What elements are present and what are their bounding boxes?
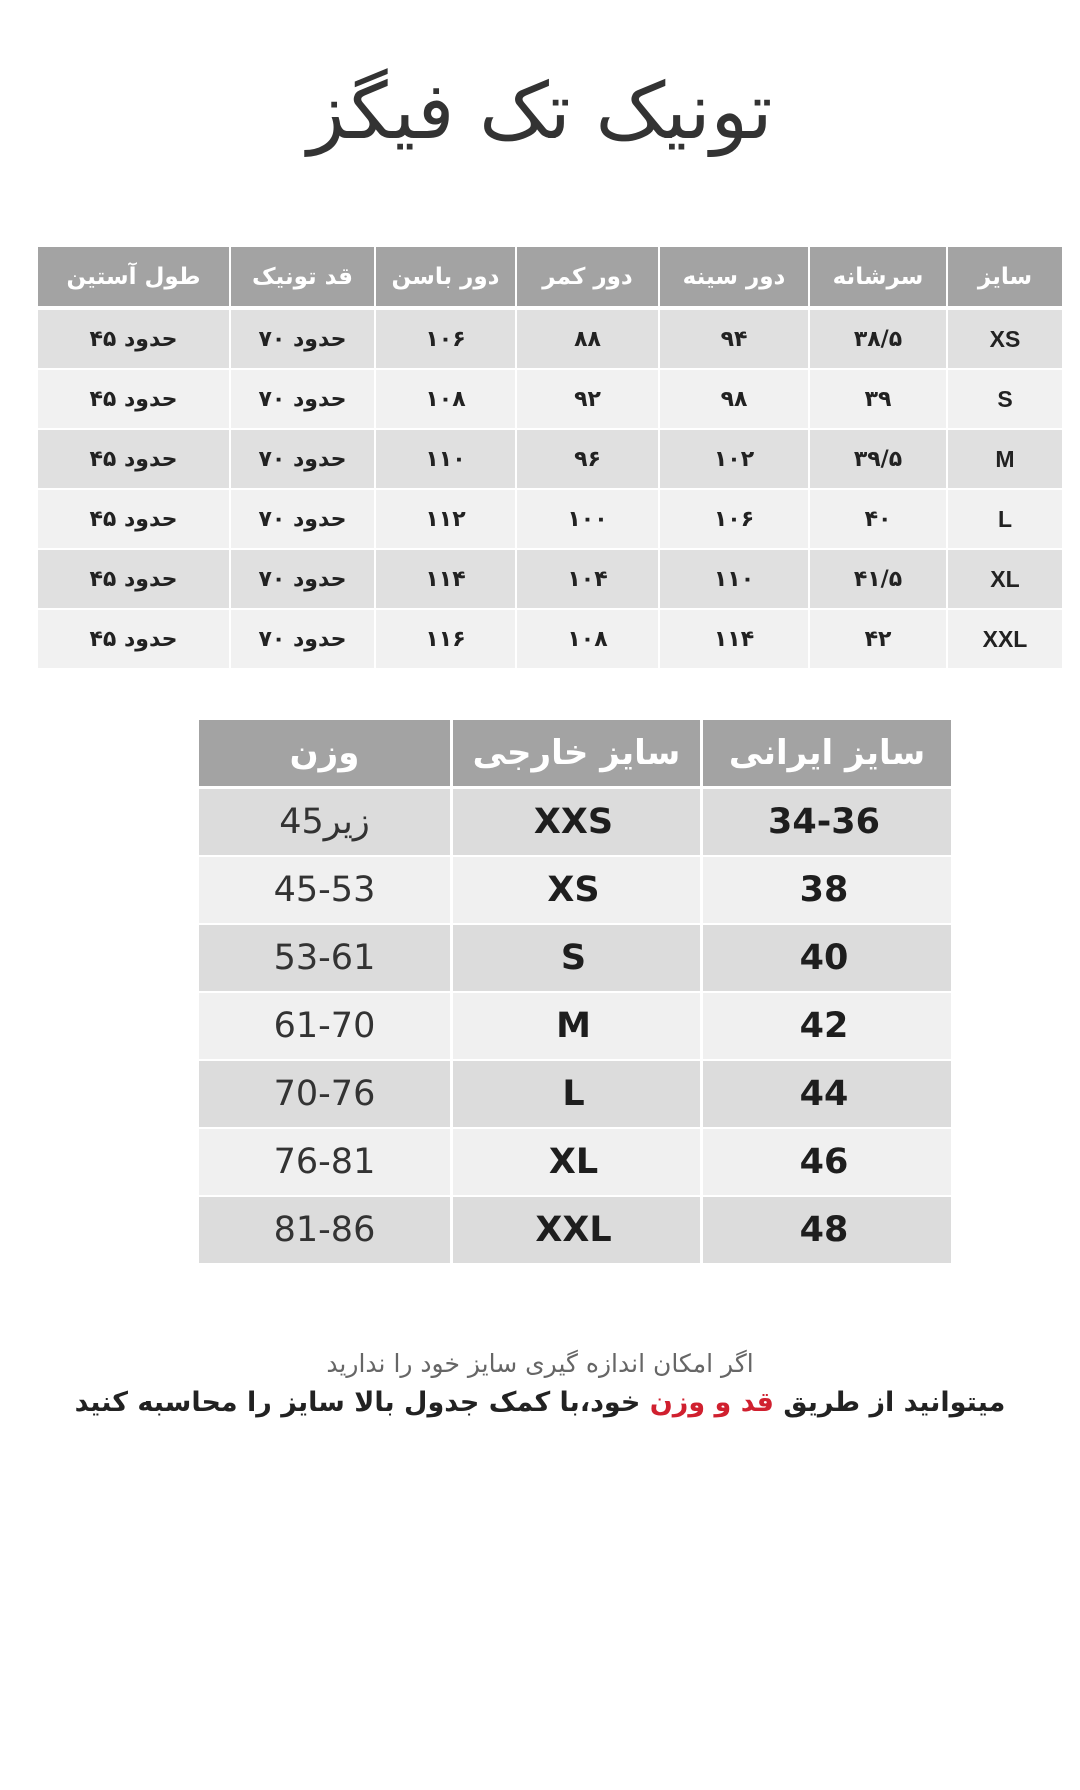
cell-waist: ۱۰۰ <box>515 490 658 550</box>
cell-iranian-size: 34-36 <box>700 789 951 857</box>
header-size: سایز <box>946 247 1062 310</box>
cell-sleeve-length: حدود ۴۵ <box>38 550 229 610</box>
cell-tunic-length: حدود ۷۰ <box>229 550 374 610</box>
cell-shoulder: ۴۲ <box>808 610 946 670</box>
header-sleeve-length: طول آستین <box>38 247 229 310</box>
table-row <box>199 1061 951 1129</box>
conversion-header-row <box>199 720 951 789</box>
header-iranian-size: سایز ایرانی <box>700 720 951 789</box>
cell-shoulder: ۳۸/۵ <box>808 310 946 370</box>
cell-international-size: XS <box>450 857 700 925</box>
table-row <box>38 610 1062 670</box>
cell-size: M <box>946 430 1062 490</box>
note-highlight: قد و وزن <box>649 1387 774 1418</box>
size-conversion-table <box>199 720 951 1265</box>
cell-sleeve-length: حدود ۴۵ <box>38 310 229 370</box>
cell-chest: ۹۴ <box>658 310 808 370</box>
cell-weight: 53-61 <box>199 925 450 993</box>
header-international-size: سایز خارجی <box>450 720 700 789</box>
measurement-table <box>38 247 1062 670</box>
note-text-before: میتوانید از طریق <box>773 1387 1006 1418</box>
cell-chest: ۱۱۴ <box>658 610 808 670</box>
cell-iranian-size: 44 <box>700 1061 951 1129</box>
note-line-2 <box>0 1383 1080 1423</box>
cell-size: S <box>946 370 1062 430</box>
cell-weight: 81-86 <box>199 1197 450 1265</box>
cell-iranian-size: 48 <box>700 1197 951 1265</box>
cell-sleeve-length: حدود ۴۵ <box>38 430 229 490</box>
cell-shoulder: ۳۹ <box>808 370 946 430</box>
page-title: تونیک تک فیگز <box>307 67 773 157</box>
cell-iranian-size: 40 <box>700 925 951 993</box>
cell-tunic-length: حدود ۷۰ <box>229 490 374 550</box>
table-row <box>38 430 1062 490</box>
header-weight: وزن <box>199 720 450 789</box>
cell-chest: ۱۱۰ <box>658 550 808 610</box>
cell-chest: ۱۰۲ <box>658 430 808 490</box>
header-chest: دور سینه <box>658 247 808 310</box>
table-row <box>199 1197 951 1265</box>
cell-waist: ۱۰۴ <box>515 550 658 610</box>
cell-chest: ۱۰۶ <box>658 490 808 550</box>
cell-hip: ۱۱۰ <box>374 430 515 490</box>
cell-iranian-size: 46 <box>700 1129 951 1197</box>
cell-hip: ۱۱۲ <box>374 490 515 550</box>
table-row <box>38 550 1062 610</box>
cell-international-size: S <box>450 925 700 993</box>
cell-iranian-size: 38 <box>700 857 951 925</box>
cell-sleeve-length: حدود ۴۵ <box>38 610 229 670</box>
cell-sleeve-length: حدود ۴۵ <box>38 370 229 430</box>
cell-waist: ۱۰۸ <box>515 610 658 670</box>
cell-size: XXL <box>946 610 1062 670</box>
header-shoulder: سرشانه <box>808 247 946 310</box>
cell-shoulder: ۴۱/۵ <box>808 550 946 610</box>
cell-weight: 76-81 <box>199 1129 450 1197</box>
cell-size: L <box>946 490 1062 550</box>
cell-hip: ۱۱۶ <box>374 610 515 670</box>
cell-tunic-length: حدود ۷۰ <box>229 310 374 370</box>
header-hip: دور باسن <box>374 247 515 310</box>
cell-shoulder: ۴۰ <box>808 490 946 550</box>
note-text-after: خود،با کمک جدول بالا سایز را محاسبه کنید <box>74 1387 650 1418</box>
cell-weight: زیر45 <box>199 789 450 857</box>
cell-waist: ۹۶ <box>515 430 658 490</box>
cell-weight: 70-76 <box>199 1061 450 1129</box>
cell-weight: 45-53 <box>199 857 450 925</box>
cell-waist: ۸۸ <box>515 310 658 370</box>
cell-shoulder: ۳۹/۵ <box>808 430 946 490</box>
cell-tunic-length: حدود ۷۰ <box>229 610 374 670</box>
table-row <box>199 857 951 925</box>
table-row <box>38 310 1062 370</box>
cell-sleeve-length: حدود ۴۵ <box>38 490 229 550</box>
cell-chest: ۹۸ <box>658 370 808 430</box>
note-line-1: اگر امکان اندازه گیری سایز خود را ندارید <box>326 1349 754 1378</box>
size-note <box>0 1345 1080 1423</box>
cell-weight: 61-70 <box>199 993 450 1061</box>
table-row <box>38 490 1062 550</box>
table-row <box>199 925 951 993</box>
measurement-header-row <box>38 247 1062 310</box>
cell-waist: ۹۲ <box>515 370 658 430</box>
cell-international-size: XXS <box>450 789 700 857</box>
cell-international-size: L <box>450 1061 700 1129</box>
cell-size: XL <box>946 550 1062 610</box>
cell-iranian-size: 42 <box>700 993 951 1061</box>
header-tunic-length: قد تونیک <box>229 247 374 310</box>
cell-tunic-length: حدود ۷۰ <box>229 430 374 490</box>
cell-international-size: XXL <box>450 1197 700 1265</box>
cell-international-size: XL <box>450 1129 700 1197</box>
cell-tunic-length: حدود ۷۰ <box>229 370 374 430</box>
cell-hip: ۱۰۸ <box>374 370 515 430</box>
table-row <box>199 993 951 1061</box>
cell-international-size: M <box>450 993 700 1061</box>
cell-hip: ۱۰۶ <box>374 310 515 370</box>
cell-hip: ۱۱۴ <box>374 550 515 610</box>
table-row <box>199 1129 951 1197</box>
table-row <box>199 789 951 857</box>
header-waist: دور کمر <box>515 247 658 310</box>
cell-size: XS <box>946 310 1062 370</box>
table-row <box>38 370 1062 430</box>
